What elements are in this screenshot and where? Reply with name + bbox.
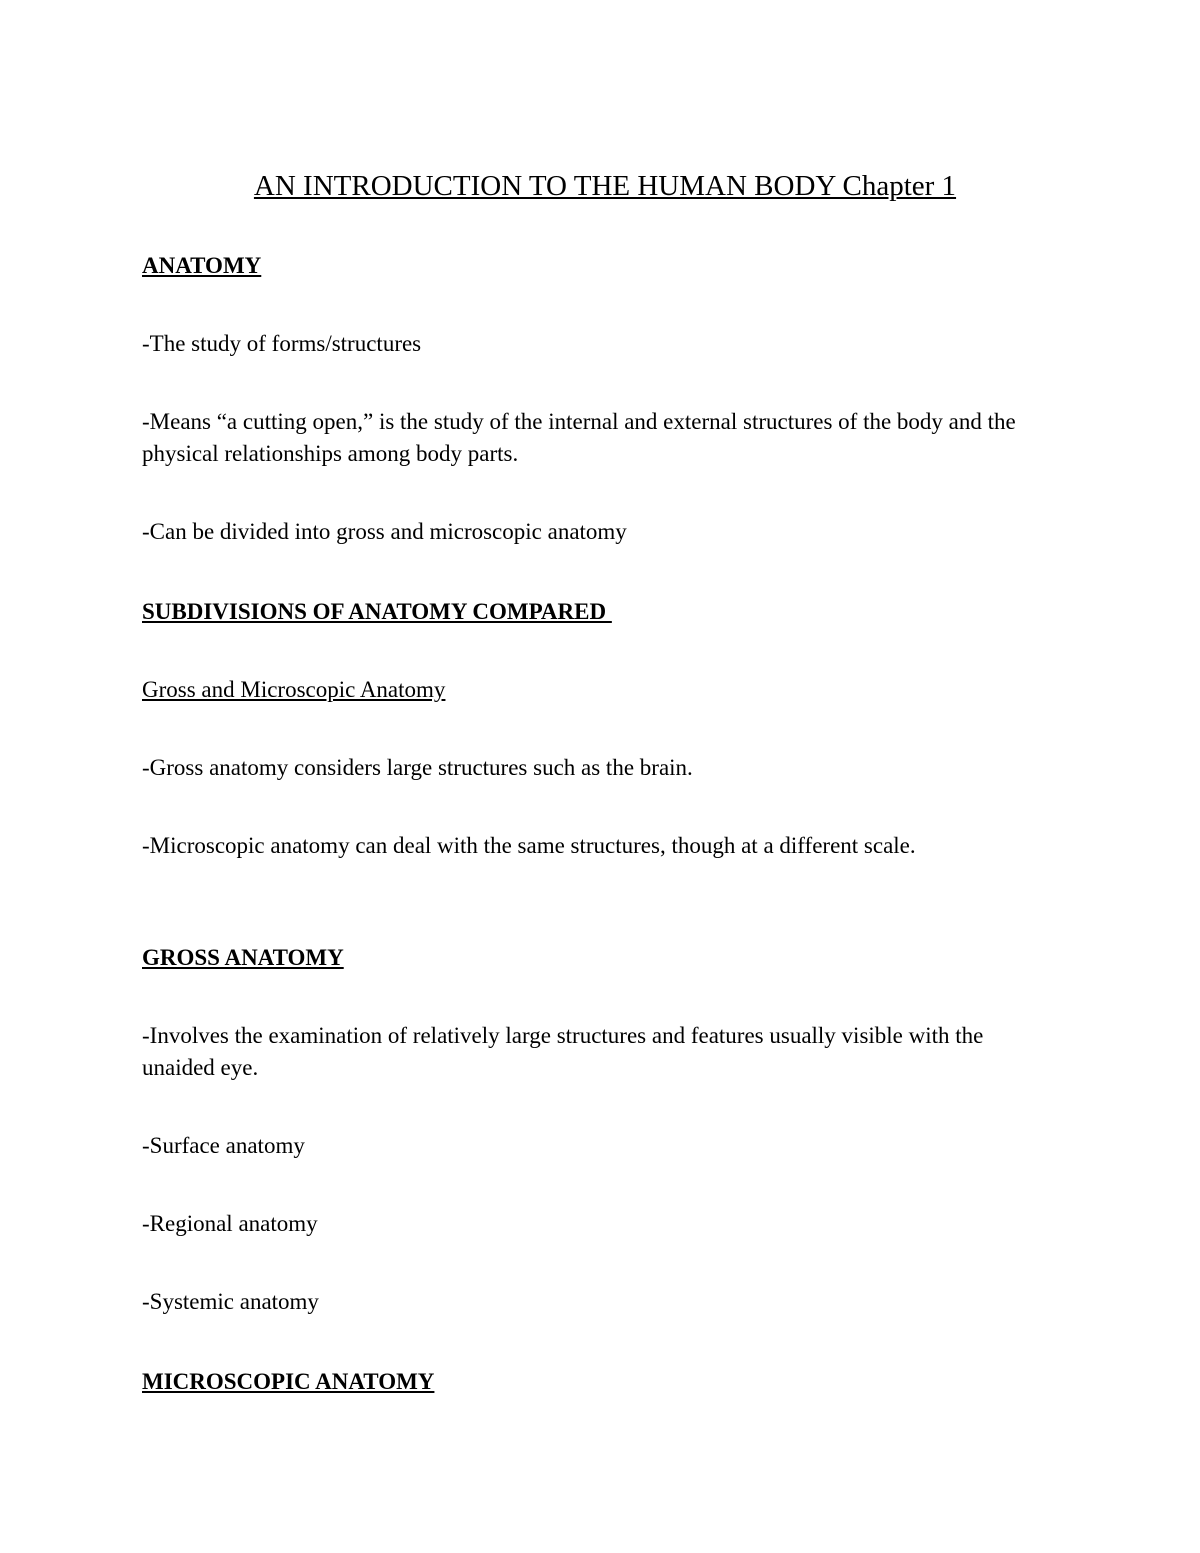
section-heading-subdivisions: SUBDIVISIONS OF ANATOMY COMPARED (142, 599, 612, 624)
anatomy-definition: -The study of forms/structures (142, 331, 422, 356)
subheading-gross-microscopic: Gross and Microscopic Anatomy (142, 677, 446, 702)
systemic-anatomy-item: -Systemic anatomy (142, 1289, 319, 1314)
document-title: AN INTRODUCTION TO THE HUMAN BODY Chapter 1 (253, 170, 957, 202)
section-heading-microscopic-anatomy: MICROSCOPIC ANATOMY (142, 1369, 435, 1394)
anatomy-division: -Can be divided into gross and microscopic anatomy (142, 519, 627, 544)
section-heading-gross-anatomy: GROSS ANATOMY (142, 945, 344, 970)
surface-anatomy-item: -Surface anatomy (142, 1133, 305, 1158)
anatomy-meaning: -Means “a cutting open,” is the study of the internal and external structures of the body and the physical relationships among body parts. (142, 409, 1016, 466)
gross-anatomy-description: -Involves the examination of relatively large structures and features usually visible with the unaided eye. (142, 1023, 984, 1080)
gross-anatomy-point: -Gross anatomy considers large structures such as the brain. (142, 755, 693, 780)
microscopic-anatomy-point: -Microscopic anatomy can deal with the same structures, though at a different scale. (142, 833, 916, 858)
section-heading-anatomy: ANATOMY (142, 253, 262, 278)
regional-anatomy-item: -Regional anatomy (142, 1211, 318, 1236)
